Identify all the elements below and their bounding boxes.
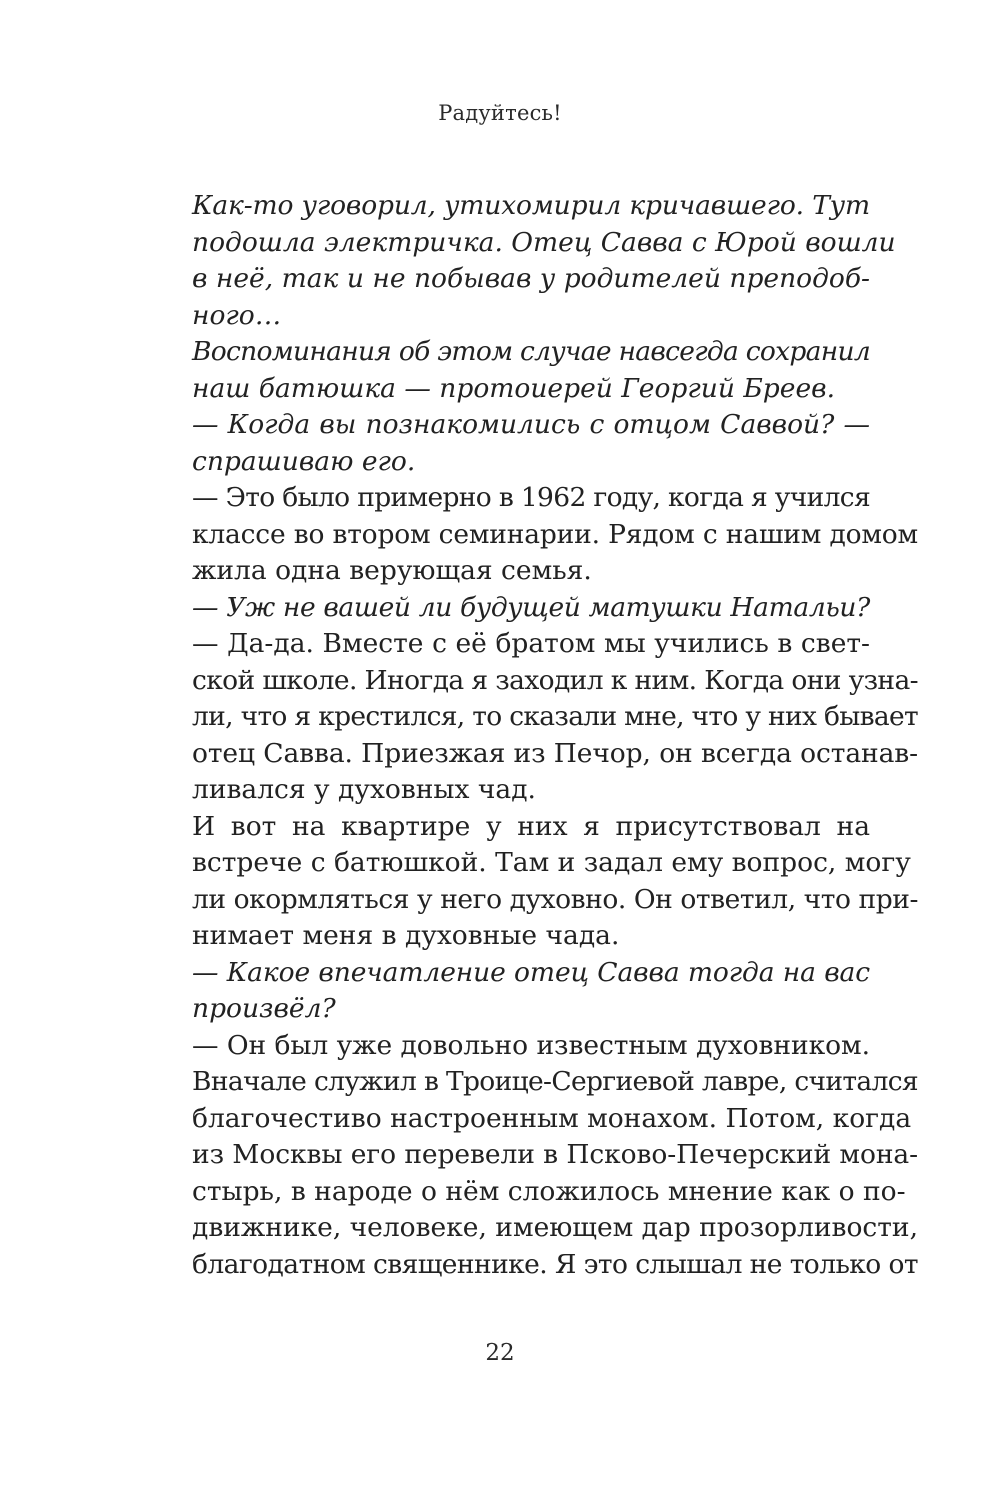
text-line: произвёл? <box>192 993 336 1024</box>
text-line: Вначале служил в Троице-Сергиевой лавре, считался <box>192 1066 918 1097</box>
text-line: благодатном священнике. Я это слышал не только от <box>192 1248 918 1280</box>
text-line: — Когда вы познакомились с отцом Саввой? — <box>192 409 870 440</box>
body-text <box>144 188 918 1283</box>
text-line: ли окормляться у него духовно. Он ответил, что при- <box>192 883 918 915</box>
text-line: ливался у духовных чад. <box>192 774 536 805</box>
text-line: в неё, так и не побывав у родителей преподоб- <box>192 263 870 294</box>
text-line: Как-то уговорил, утихомирил кричавшего. Тут <box>192 190 870 221</box>
paragraph <box>144 955 870 1028</box>
paragraph <box>144 188 896 334</box>
text-line: ного… <box>192 299 282 331</box>
page-number: 22 <box>485 1340 515 1366</box>
text-line: — Уж не вашей ли будущей матушки Натальи? <box>192 591 870 623</box>
text-line: спрашиваю его. <box>192 445 416 477</box>
text-line: движнике, человеке, имеющем дар прозорливости, <box>192 1212 918 1243</box>
text-line: встрече с батюшкой. Там и задал ему вопрос, могу <box>192 847 911 878</box>
text-line: подошла электричка. Отец Савва с Юрой вошли <box>192 226 896 258</box>
text-line: ли, что я крестился, то сказали мне, что у них бывает <box>192 701 918 732</box>
text-line: — Это было примерно в 1962 году, когда я учился <box>192 482 870 513</box>
text-line: — Он был уже довольно известным духовником. <box>192 1029 870 1061</box>
text-line: из Москвы его перевели в Псково-Печерский мона- <box>192 1139 918 1170</box>
running-title: Радуйтесь! <box>438 101 562 125</box>
paragraph <box>144 809 918 955</box>
text-line: отец Савва. Приезжая из Печор, он всегда останав- <box>192 737 918 769</box>
text-line: стырь, в народе о нём сложилось мнение как о по- <box>192 1175 906 1207</box>
paragraph <box>144 480 918 590</box>
text-line: нимает меня в духовные чада. <box>192 920 620 951</box>
paragraph <box>144 590 870 627</box>
text-line: — Какое впечатление отец Савва тогда на вас <box>192 956 870 988</box>
paragraph <box>144 626 918 809</box>
text-line: ской школе. Иногда я заходил к ним. Когда они узна- <box>192 664 918 696</box>
text-line: наш батюшка — протоиерей Георгий Бреев. <box>192 372 835 404</box>
paragraph <box>144 334 870 407</box>
text-line: Воспоминания об этом случае навсегда сохранил <box>192 336 870 367</box>
text-line: классе во втором семинарии. Рядом с нашим домом <box>192 518 918 550</box>
text-line: — Да-да. Вместе с её братом мы учились в свет- <box>192 628 870 659</box>
paragraph <box>144 1028 918 1284</box>
paragraph <box>144 407 870 480</box>
text-line: жила одна верующая семья. <box>192 555 592 586</box>
text-line: И вот на квартире у них я присутствовал на <box>192 810 870 842</box>
text-line: благочестиво настроенным монахом. Потом, когда <box>192 1102 912 1134</box>
